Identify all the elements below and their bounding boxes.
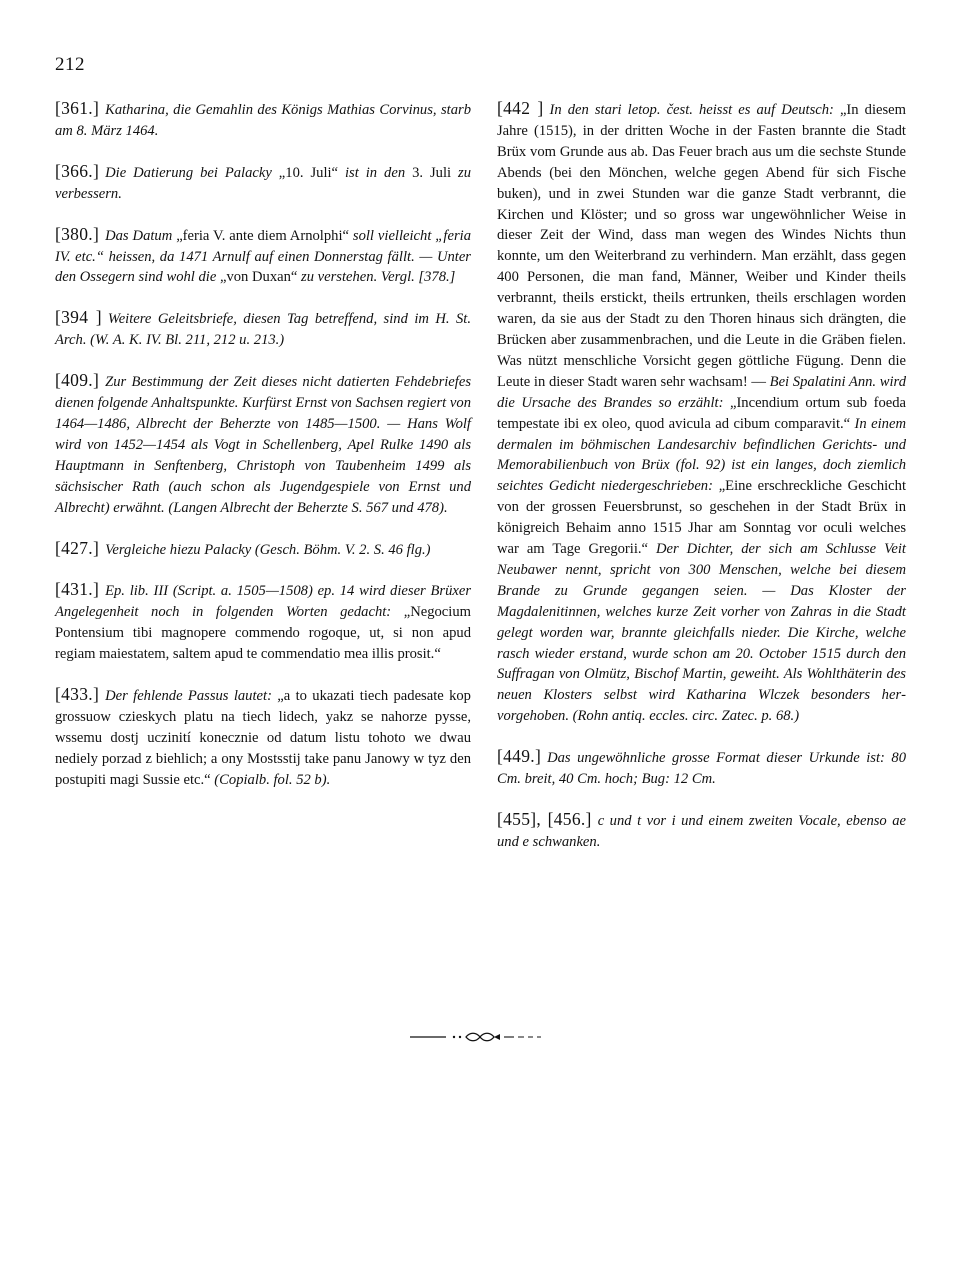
footnote-italic-text: soll vielleicht „feria IV. etc.“ heissen, da 1471 Arnulf auf einen Donnerstag fällt. — Unter den Ossegern sind wohl die [55, 227, 471, 286]
footnote-quoted-text: „In diesem Jahre (1515), in der dritten Woche in der Fasten brannte die Stadt Brüx vom Grunde aus ab. Das Feuer brach aus um die sechste Stunde Abends (bei den Mönchen, welche gegen Abend für sich Fische buken), und in zwei Stunden war die ganze Stadt verbrannt, die Kirchen und Klöster; und so gross war ungewöhnlicher Weise in dieser Zeit der Wind, dass man wegen des Windes Nichts thun konnte, um den Weiterbrand zu verhindern. Man erzählt, dass gegen 400 Personen, die man fand, Männer, Weiber und Kinder theils verbrannt, theils erstickt, theils ertrunken, theils erschlagen worden waren, da sie aus der Stadt zu den Thoren hinaus sich drängten, die Brücken aber zusammenbrachen, und die Leute in die Gräben fielen. Was nützt menschliche Vorsicht gegen göttliche Fügung. Denn die Leute in dieser Stadt waren sehr wachsam! — [497, 102, 906, 390]
footnote-number: [442 ] [497, 98, 544, 118]
footnote [55, 370, 471, 518]
footnote [55, 579, 471, 665]
footnote-number: [409.] [55, 370, 100, 391]
footnote [55, 161, 471, 205]
footnote-italic-text: Der fehlende Passus lautet: [105, 688, 278, 705]
footnote-italic-text: In den stari letop. čest. heisst es auf Deutsch: [549, 102, 840, 118]
footnote [497, 809, 906, 853]
footnote-italic-text: Bei Spalatini Ann. wird die Ursache des Brandes so erzählt: [497, 373, 906, 411]
footnote-quoted-text: „Negocium Pontensium tibi magnopere commendo rogoque, ut, si non apud regiam maiestatem, saltem apud te commendatio mea illis prosit.“ [55, 604, 471, 663]
footnote-italic-text: zu verstehen. Vergl. [378.] [297, 269, 456, 286]
footnote [55, 538, 471, 561]
footnote-quoted-text: „a to ukazati tiech padesate kop grossuow czieskych platu na tiech lidech, yakz se nahorze pysse, wssemu dostj uczinití konecznie od datum listu tohoto we dwau nediely porzad z biehlich; a ony Mostsstij take panu Janowy w tyz den postupiti magi Sussie etc.“ [55, 688, 471, 788]
footnote [55, 98, 471, 142]
footnote-quoted-text: „10. Juli“ [278, 164, 339, 181]
footnote [497, 98, 906, 727]
footnote-number: [380.] [55, 223, 100, 244]
footnote-quoted-text: „feria V. ante diem Arnolphi“ [176, 227, 349, 244]
footnote-quoted-text: „Incendium ortum sub foeda tempestate ibi ex oleo, quod avicula ad cibum comparavit.“ [497, 394, 907, 432]
footnote [55, 224, 471, 289]
footnote-italic-text: (Copialb. fol. 52 b). [210, 771, 331, 788]
footnote [55, 307, 471, 351]
footnote-quoted-text: „von Duxan“ [219, 269, 298, 286]
footnote-number: [431.] [55, 579, 100, 600]
left-column [55, 98, 471, 810]
footnote-italic-text: In einem dermalen im böhmischen Landesarchiv befindlichen Gerichts- und Memorabilienbuch von Brüx (fol. 92) ist ein langes, doch ziemlich seichtes Gedicht niedergeschrieben: [497, 415, 906, 495]
footnote-number: [394 ] [55, 307, 102, 328]
footnote-italic-text: Zur Bestimmung der Zeit dieses nicht datierten Fehdebriefes dienen folgende Anhaltspunkte. Kurfürst Ernst von Sachsen regiert von 1464—1486, Albrecht der Beherzte von 1485—1500. — Hans Wolf wird von 1452—1454 als Vogt in Schellenberg, Apel Rulke 1490 als Hauptmann in Senftenberg, Christoph von Taubenheim 1499 als sächsischer Rath (auch schon als Jugendgespiele von Ernst und Albrecht) erwähnt. (Langen Albrecht der Beherzte S. 567 und 478). [55, 374, 471, 516]
footnote-italic-text: Die Datierung bei Palacky [105, 164, 279, 181]
footnote-italic-text: Das ungewöhnliche grosse Format dieser Urkunde ist: 80 Cm. breit, 40 Cm. hoch; Bug: 12 Cm. [497, 750, 906, 788]
footnote-quoted-text: „Eine erschreckliche Geschicht von der grossen Feuersbrunst, so geschehen in der Stadt Brüx in königreich Behaim anno 1515 Jhar am Sonntag vor oculi welches war am Tage Gregorii.“ [497, 478, 907, 558]
footnote [55, 684, 471, 791]
footnote-italic-text: ist in den [338, 164, 413, 181]
footnote-italic-text: Vergleiche hiezu Palacky (Gesch. Böhm. V. 2. S. 46 flg.) [105, 541, 431, 558]
footnote-quoted-text: 3. Juli [412, 164, 452, 181]
footnote-italic-text: Der Dichter, der sich am Schlusse Veit Neubawer nennt, spricht von 300 Menschen, welche bei diesem Brande zu Grunde gegangen seien. — Das Kloster der Magdalenitinnen, welches kurze Zeit vorher von Zahras in die Stadt gelegt worden war, brannte gleichfalls nieder. Die Kirche, welche rasch wieder erstand, wurde schon am 20. October 1515 durch den Suffragan von Olmütz, Bischof Martin, geweiht. Als Wohlthäterin des neuen Klosters selbst wird Katharina Wlczek besonders hervorgehoben. (Rohn antiq. eccles. circ. Zatec. p. 68.) [497, 541, 906, 725]
footnote-number: [366.] [55, 160, 100, 181]
footnote-italic-text: Das Datum [105, 227, 177, 244]
footnote-italic-text: c und t vor i und einem zweiten Vocale, ebenso ae und e schwanken. [497, 813, 906, 850]
footnote [497, 746, 906, 790]
footnote-number: [433.] [55, 684, 100, 705]
footnote-number: [455], [456.] [497, 809, 592, 829]
right-column [497, 98, 906, 872]
footnote-italic-text: Katharina, die Gemahlin des Königs Mathias Corvinus, starb am 8. März 1464. [55, 102, 471, 139]
footnote-italic-text: zu verbessern. [55, 164, 472, 202]
page-number: 212 [55, 54, 85, 75]
footnote-number: [427.] [55, 537, 100, 558]
ornament-divider [410, 1030, 560, 1044]
footnote-number: [449.] [497, 746, 542, 767]
footnote-number: [361.] [55, 98, 100, 118]
footnote-italic-text: Ep. lib. III (Script. a. 1505—1508) ep. 14 wird dieser Brüxer Angelegenheit noch in folgenden Worten gedacht: [55, 583, 471, 621]
footnote-italic-text: Weitere Geleitsbriefe, diesen Tag betreffend, sind im H. St. Arch. (W. A. K. IV. Bl. 211, 212 u. 213.) [55, 311, 471, 349]
